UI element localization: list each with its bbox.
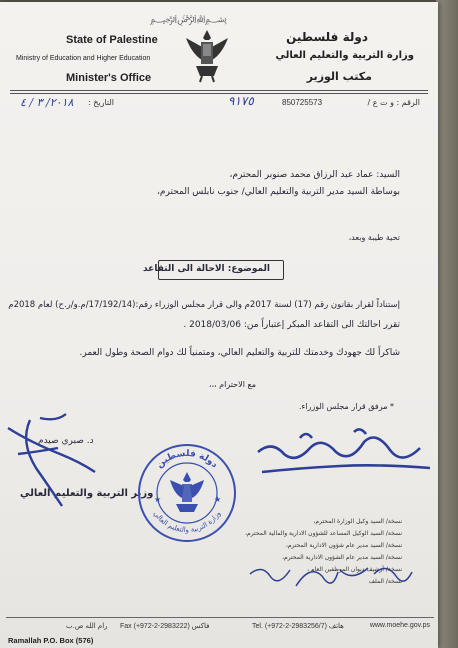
date-label: التاريخ : — [88, 98, 115, 107]
cc-line-2: نسخة/ السيد الوكيل المساعد للشؤون الادارية والمالية المحترم، — [245, 530, 402, 537]
svg-text:★: ★ — [154, 495, 162, 504]
svg-text:★: ★ — [214, 495, 222, 504]
respect-line: مع الاحترام ،،، — [208, 380, 256, 389]
ref-number-value: 850725573 — [282, 98, 323, 107]
greeting: تحية طيبة وبعد، — [348, 233, 400, 242]
header-rule — [10, 90, 428, 91]
footer-fax: Fax (+972-2-2983222) فاكس — [120, 623, 210, 630]
cc-line-5: نسخة/ أرشيف ديوان الموظفين العام ، — [307, 566, 402, 573]
svg-text:وزارة التربية والتعليم العالي — [152, 510, 222, 534]
svg-text:دولة فلسطين — [155, 449, 220, 471]
cc-line-1: نسخة/ السيد وكيل الوزارة المحترم، — [313, 518, 402, 525]
cc-line-3: نسخة/ السيد مدير عام شؤون الادارية المحترم، — [285, 542, 402, 549]
footer-website: www.moehe.gov.ps — [369, 622, 430, 629]
paragraph-1: إستناداً لقرار بقانون رقم (17) لسنة 2017م والى قرار مجلس الوزراء رقم:(17/192/14/م.و/ر.ح) لعام 2018م — [8, 300, 400, 310]
cc-line-6: نسخة/ الملف — [368, 578, 402, 585]
header-ar-ministry: وزارة التربية والتعليم العالي — [275, 50, 414, 61]
signatory-title: وزير التربية والتعليم العالي — [20, 488, 154, 499]
addressee: السيد: عماد عبد الرزاق محمد صنوبر المحترم، — [229, 170, 400, 180]
footer-rule — [6, 617, 434, 618]
ref-handwritten: ٩١٧٥ — [228, 94, 254, 108]
stamp-bottom-text: وزارة التربية والتعليم العالي — [151, 509, 223, 535]
letter-page — [0, 2, 438, 648]
header-en-office: Minister's Office — [66, 72, 152, 84]
eagle-emblem-icon — [182, 24, 232, 84]
subject-line: الموضوع: الاحالة الى التقاعد — [142, 264, 270, 274]
via-line: بوساطة السيد مدير التربية والتعليم العالي/ جنوب نابلس المحترم، — [157, 187, 400, 197]
attachment-note: * مرفق قرار مجلس الوزراء. — [298, 402, 394, 411]
footer-po-box: Ramallah P.O. Box (576) — [8, 636, 94, 645]
bismillah-header: ﷽ — [150, 14, 227, 25]
footer-tel: Tel. (+972-2-2983256/7) هاتف — [252, 623, 344, 630]
header-en-ministry: Ministry of Education and Higher Education — [16, 55, 151, 62]
date-value: ٢٠١٨/ ٣ / ٤ — [20, 96, 74, 109]
footer-ramallah-ar: رام الله ص.ب — [66, 622, 108, 630]
stamp-top-text: دولة فلسطين — [154, 448, 220, 471]
recipient-signature-icon — [258, 429, 430, 472]
cc-line-4: نسخة/ السيد مدير عام الشؤون الادارية المحترم، — [282, 554, 402, 561]
table-surface-right — [436, 0, 458, 648]
signatory-name: د. صبري صيدم — [38, 436, 94, 446]
paragraph-3: شاكراً لك جهودك وخدمتك للتربية والتعليم العالي، ومتمنياً لك دوام الصحة وطول العمر. — [79, 348, 400, 358]
ministry-stamp — [136, 442, 238, 544]
paragraph-2: تقرر احالتك الى التقاعد المبكر إعتباراً من: 2018/03/06 . — [183, 320, 400, 330]
header-en-state: State of Palestine — [66, 34, 158, 46]
header-ar-office: مكتب الوزير — [306, 70, 372, 83]
header-ar-state: دولة فلسطين — [286, 30, 368, 44]
ref-number-label: الرقم : و ت ع / — [367, 98, 420, 107]
header-rule-thin — [10, 93, 428, 94]
